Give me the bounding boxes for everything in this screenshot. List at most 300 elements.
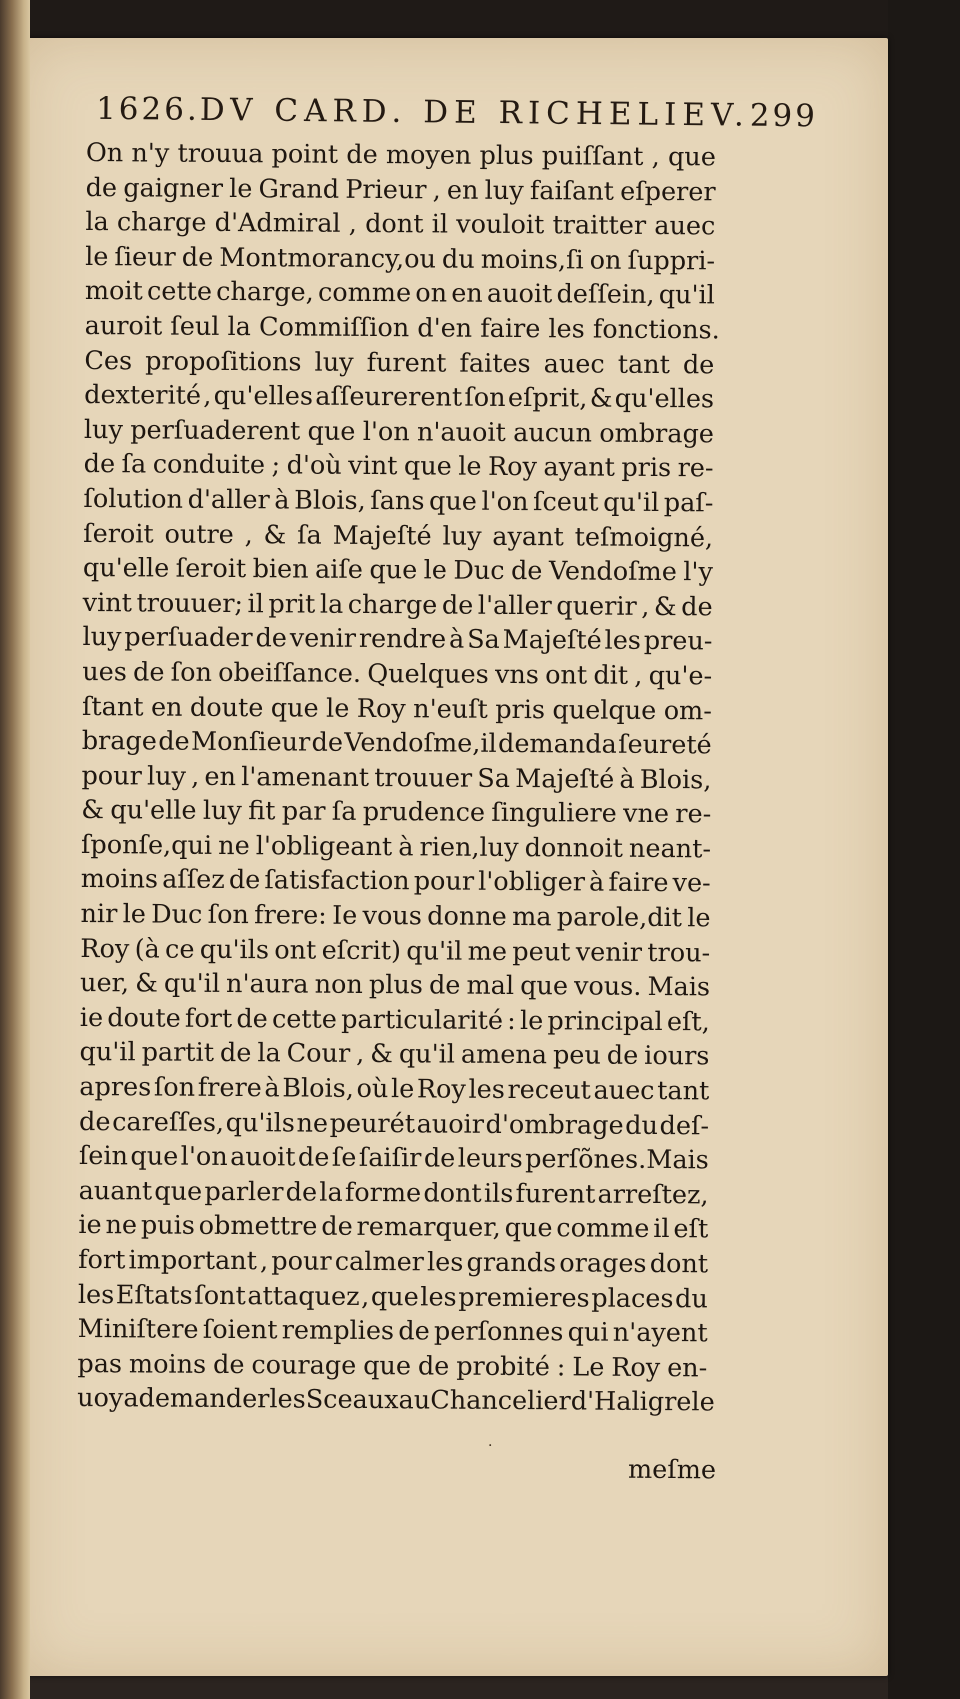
word: & [370, 1039, 394, 1070]
word: peurét [329, 1108, 416, 1139]
word: Roy [487, 452, 538, 483]
word: tant [617, 349, 670, 380]
text-line [80, 932, 710, 971]
word: luy [314, 347, 354, 378]
text-line [81, 793, 711, 832]
word: trouua [177, 138, 264, 170]
word: doute [189, 692, 264, 723]
word: luy [202, 796, 243, 827]
word: iours [644, 1041, 710, 1072]
word: paſ- [663, 487, 714, 519]
word: , [203, 380, 212, 412]
word: le [326, 693, 350, 724]
word: ſon [170, 657, 213, 688]
word: parole,dit [556, 902, 683, 934]
word: de [423, 1143, 456, 1174]
word: de [297, 1142, 330, 1173]
word: l'obliger [478, 867, 586, 898]
word: eſprit, [507, 383, 588, 414]
word: que [270, 692, 319, 724]
word: brage [81, 726, 158, 757]
word: uer, [79, 968, 130, 999]
word: vint [348, 451, 398, 482]
word: Prieur [345, 174, 427, 205]
text-line [79, 1105, 709, 1144]
word: ayant [492, 521, 564, 552]
word: auoir [416, 1108, 485, 1140]
word: Grand [258, 173, 340, 205]
right-background [888, 0, 960, 1699]
word: important [128, 1245, 257, 1277]
word: de [79, 1106, 111, 1137]
word: frere: [254, 900, 327, 931]
word: à [398, 832, 414, 863]
word: prit [268, 589, 316, 620]
book-binding [0, 0, 30, 1699]
word: ſa [121, 449, 147, 480]
word: que [667, 142, 716, 173]
word: en [451, 278, 483, 310]
text-line [84, 447, 714, 486]
word: pris [495, 694, 546, 725]
word: le [519, 1005, 544, 1037]
word: dexterité [84, 380, 202, 411]
word: eſt [673, 1214, 709, 1245]
word: aſſez [162, 865, 225, 896]
word: Sceaux [305, 1384, 399, 1416]
word: plus [368, 970, 424, 1001]
word: de [255, 623, 288, 654]
word: dont [649, 1248, 709, 1280]
word: remarquer, [356, 1212, 501, 1244]
word: perſuader [124, 622, 253, 654]
word: fort [184, 1003, 233, 1034]
word: ve- [672, 868, 711, 899]
word: Ie [332, 900, 358, 931]
word: remplies [281, 1315, 395, 1347]
word: n'euſt [413, 693, 488, 725]
word: uoya [77, 1383, 139, 1414]
word: faire [608, 868, 669, 899]
word: que [403, 451, 452, 482]
word: premieres [458, 1282, 590, 1314]
word: qu'il [398, 1039, 456, 1071]
word: pour [413, 866, 475, 898]
word: ſont [194, 1280, 246, 1311]
word: , [634, 660, 643, 691]
word: de [428, 970, 461, 1001]
text-line [79, 1035, 709, 1074]
word: point [271, 139, 339, 170]
word: , [651, 141, 660, 173]
text-line [85, 240, 715, 279]
word: trou- [647, 937, 711, 969]
word: de [398, 1316, 430, 1347]
word: : [556, 1352, 566, 1383]
word: qu'il [79, 1037, 136, 1068]
word: ſeureté [618, 729, 712, 761]
word: l'aller [477, 590, 552, 621]
word: luy [82, 622, 122, 653]
word: perſonnes [433, 1316, 564, 1348]
word: ne [105, 1210, 138, 1241]
text-line [81, 828, 711, 867]
word: n'aura [226, 969, 309, 1000]
word: le [687, 903, 711, 934]
word: de [212, 1349, 245, 1380]
word: que [370, 1281, 419, 1312]
word: ſatisfaction [264, 865, 410, 897]
word: l'amenant [241, 761, 370, 793]
text-line [78, 1243, 708, 1282]
text-line [82, 620, 712, 659]
word: ſinguliere [491, 798, 617, 830]
word: eſperer [620, 176, 716, 207]
word: Sa [467, 624, 500, 656]
word: dit [593, 660, 629, 691]
word: ie [78, 1210, 102, 1241]
word: auec [593, 1075, 655, 1107]
word: de [85, 172, 118, 203]
word: on [589, 245, 622, 276]
word: charge [347, 589, 438, 621]
word: il [653, 1214, 670, 1245]
word: ſeroit [83, 518, 154, 550]
word: furent [366, 347, 447, 379]
word: le [458, 451, 482, 483]
word: de [311, 727, 344, 758]
word: ſieur [114, 241, 176, 273]
word: Blois, [639, 764, 712, 796]
word: de [181, 242, 214, 273]
word: donne [427, 901, 507, 933]
text-line [84, 413, 714, 452]
word: ſaiſir [358, 1143, 422, 1174]
text-line [82, 655, 712, 694]
word: eſcrit) [321, 935, 402, 966]
word: bien [252, 554, 309, 585]
word: fit [248, 796, 276, 827]
word: venir [575, 937, 643, 968]
word: vint [82, 587, 133, 619]
text-line [79, 1174, 709, 1213]
word: en [446, 175, 479, 206]
word: d'Admiral [214, 208, 341, 239]
text-line [77, 1347, 707, 1386]
word: pour [271, 1246, 332, 1277]
word: Roy [611, 1352, 661, 1383]
word: d'Haligre [570, 1386, 692, 1418]
word: de [228, 865, 261, 896]
word: de [83, 449, 116, 480]
word: attaquez [247, 1280, 360, 1312]
word: peu [552, 1040, 601, 1072]
word: vous [362, 901, 422, 932]
word: Roy [416, 1074, 466, 1105]
word: dont [365, 209, 424, 240]
word: Eſtats [115, 1279, 193, 1311]
word: de [321, 1212, 353, 1243]
word: la [319, 589, 344, 620]
word: à [274, 485, 290, 516]
word: plus [479, 140, 534, 172]
word: comme [317, 277, 412, 309]
word: ſuppri- [627, 245, 716, 277]
word: vne [623, 799, 670, 830]
word: ſa [331, 797, 357, 828]
word: Roy [356, 693, 406, 724]
word: d'aller [187, 484, 270, 516]
word: arreſtez, [597, 1179, 709, 1211]
word: ont [545, 660, 588, 691]
word: auec [654, 211, 716, 242]
word: Sa [477, 763, 511, 794]
word: ſon [153, 1072, 196, 1103]
word: à [264, 1073, 280, 1104]
word: non [314, 969, 363, 1001]
word: d'ombrage [485, 1109, 624, 1141]
word: peut [512, 936, 571, 968]
word: ſolution [83, 483, 184, 515]
word: ſon [207, 899, 250, 931]
word: que [154, 1176, 203, 1207]
word: le [423, 555, 448, 586]
word: : [507, 1005, 516, 1036]
word: & [263, 519, 287, 550]
word: Blois, [282, 1073, 355, 1104]
word: obeiſſance. [218, 657, 362, 689]
word: ſoient [202, 1315, 278, 1346]
word: en [150, 691, 183, 723]
word: les [604, 625, 642, 657]
word: on [415, 278, 448, 309]
word: à [448, 624, 465, 655]
word: aucun [513, 417, 593, 449]
text-line [86, 171, 716, 210]
text-line [83, 482, 713, 521]
word: rendre [358, 624, 447, 655]
word: que [363, 1350, 412, 1382]
word: probité [456, 1351, 551, 1383]
word: charge [116, 207, 207, 239]
word: le [691, 1387, 715, 1418]
word: preu- [643, 626, 713, 657]
text-line [84, 378, 714, 417]
word: furent [515, 1178, 596, 1210]
word: le [85, 241, 109, 272]
word: nir [80, 899, 118, 930]
word: pour [81, 760, 142, 792]
word: de [158, 726, 190, 757]
word: Miniſtere [77, 1314, 199, 1346]
word: moins,ſi [480, 244, 584, 276]
word: aſſeurerent [315, 381, 463, 413]
word: de [132, 657, 165, 688]
word: calmer [334, 1246, 425, 1278]
word: ils [483, 1178, 514, 1209]
text-line [79, 1070, 709, 1109]
word: par [281, 796, 326, 827]
word: le [122, 899, 147, 930]
word: moyen [385, 140, 472, 171]
word: les [426, 1247, 464, 1278]
word: de [219, 1038, 252, 1069]
word: particularité [341, 1004, 504, 1036]
word: & [135, 968, 158, 999]
text-line [77, 1381, 715, 1420]
text-line [78, 1312, 708, 1351]
word: les [468, 1074, 505, 1105]
word: querir [556, 591, 637, 622]
text-line [79, 1139, 709, 1178]
ink-blot: · [488, 1438, 493, 1454]
word: puis [140, 1210, 195, 1242]
word: ne [218, 830, 250, 862]
word: qu'elles [614, 383, 715, 415]
word: donnoit [524, 832, 624, 864]
word: Majeſté [332, 520, 432, 551]
word: ues [82, 656, 127, 688]
word: places [591, 1283, 674, 1314]
word: venir [289, 623, 357, 655]
word: moins [128, 1349, 207, 1380]
word: que [130, 1141, 179, 1172]
word: demanda [497, 728, 617, 760]
word: deſſein, [556, 279, 655, 311]
word: re- [675, 799, 712, 830]
word: que [504, 1213, 553, 1244]
word: Majeſté [515, 763, 615, 795]
word: neant- [628, 833, 712, 865]
word: conduite [152, 449, 266, 481]
word: les [269, 1384, 306, 1415]
word: en- [667, 1352, 708, 1384]
text-line [83, 551, 713, 590]
word: ſeroit [175, 553, 247, 585]
word: & [589, 383, 613, 414]
text-line [80, 897, 710, 936]
word: perſuaderent [130, 415, 301, 447]
word: du [674, 1283, 708, 1314]
text-line [80, 1001, 710, 1040]
word: trouuer; [136, 588, 244, 619]
text-line [82, 689, 712, 728]
word: , [191, 761, 200, 792]
word: , [356, 1039, 365, 1070]
word: pris [621, 453, 672, 484]
word: n'ayent [612, 1317, 708, 1349]
word: que [369, 555, 418, 586]
word: fort [78, 1244, 126, 1276]
word: Monſieur [190, 726, 311, 758]
word: outre [164, 519, 234, 550]
word: ayant [543, 452, 616, 484]
word: prudence [362, 797, 486, 829]
word: Majeſté [502, 625, 602, 656]
word: de [681, 591, 713, 623]
word: du [441, 244, 475, 275]
word: il [431, 209, 449, 240]
word: ſtant [81, 691, 144, 722]
word: luy [442, 521, 482, 552]
word: auec [543, 348, 605, 380]
word: qu'ils [199, 934, 270, 965]
word: demander [138, 1383, 270, 1415]
word: de [682, 349, 715, 380]
text-line [85, 205, 715, 244]
word: Cour [286, 1038, 351, 1070]
word: luy [484, 175, 524, 206]
word: ſon [464, 382, 506, 414]
word: Blois, [294, 485, 366, 516]
word: de [441, 590, 474, 621]
word: rien,luy [419, 832, 519, 863]
word: Duc [151, 899, 203, 930]
word: qu'il [658, 280, 715, 311]
word: quelque [552, 694, 657, 726]
word: careſſes, [112, 1106, 225, 1138]
word: que [307, 416, 356, 447]
word: & [653, 591, 677, 622]
word: ie [79, 1002, 104, 1033]
word: de [236, 1003, 268, 1035]
word: luy [83, 414, 124, 446]
word: principal [547, 1006, 663, 1037]
word: pas [77, 1348, 123, 1380]
word: apres [79, 1072, 152, 1103]
word: , [348, 209, 358, 240]
word: de [285, 1177, 318, 1208]
word: moins [80, 864, 159, 895]
text-line [82, 724, 712, 763]
word: à [588, 867, 605, 899]
word: traitter [552, 210, 647, 242]
word: Ces [84, 345, 133, 376]
word: que [428, 486, 478, 517]
word: , [432, 175, 441, 206]
word: deſ- [659, 1110, 710, 1141]
word: cette [146, 276, 213, 308]
word: doute [107, 1003, 181, 1034]
word: ſa [297, 520, 322, 551]
word: au [398, 1385, 431, 1416]
word: la [319, 1177, 343, 1208]
text-line [85, 274, 715, 313]
word: de [417, 1351, 450, 1382]
word: aiſe [314, 554, 364, 586]
word: ſans [370, 485, 425, 517]
body-text [77, 136, 720, 1420]
word: Montmorancy,ou [219, 242, 437, 275]
word: auant [78, 1175, 153, 1207]
word: vouloit [456, 209, 545, 241]
word: puiſſant [541, 141, 644, 172]
text-line [78, 1208, 708, 1247]
text-line: auroit ſeul la Commiſſion d'en faire les fonctions. [84, 310, 720, 346]
word: , [361, 1281, 370, 1312]
word: Quelques [367, 658, 489, 690]
word: l'on [362, 416, 410, 448]
word: grands [466, 1247, 557, 1279]
word: On [85, 137, 124, 169]
word: Vendoſme,il [344, 727, 497, 759]
word: qu'elles [213, 381, 314, 412]
catchword: meſme [627, 1454, 717, 1486]
word: luy [146, 761, 187, 792]
text-line [83, 586, 713, 625]
word: partit [141, 1037, 215, 1069]
header-year: 1626. [95, 90, 200, 128]
